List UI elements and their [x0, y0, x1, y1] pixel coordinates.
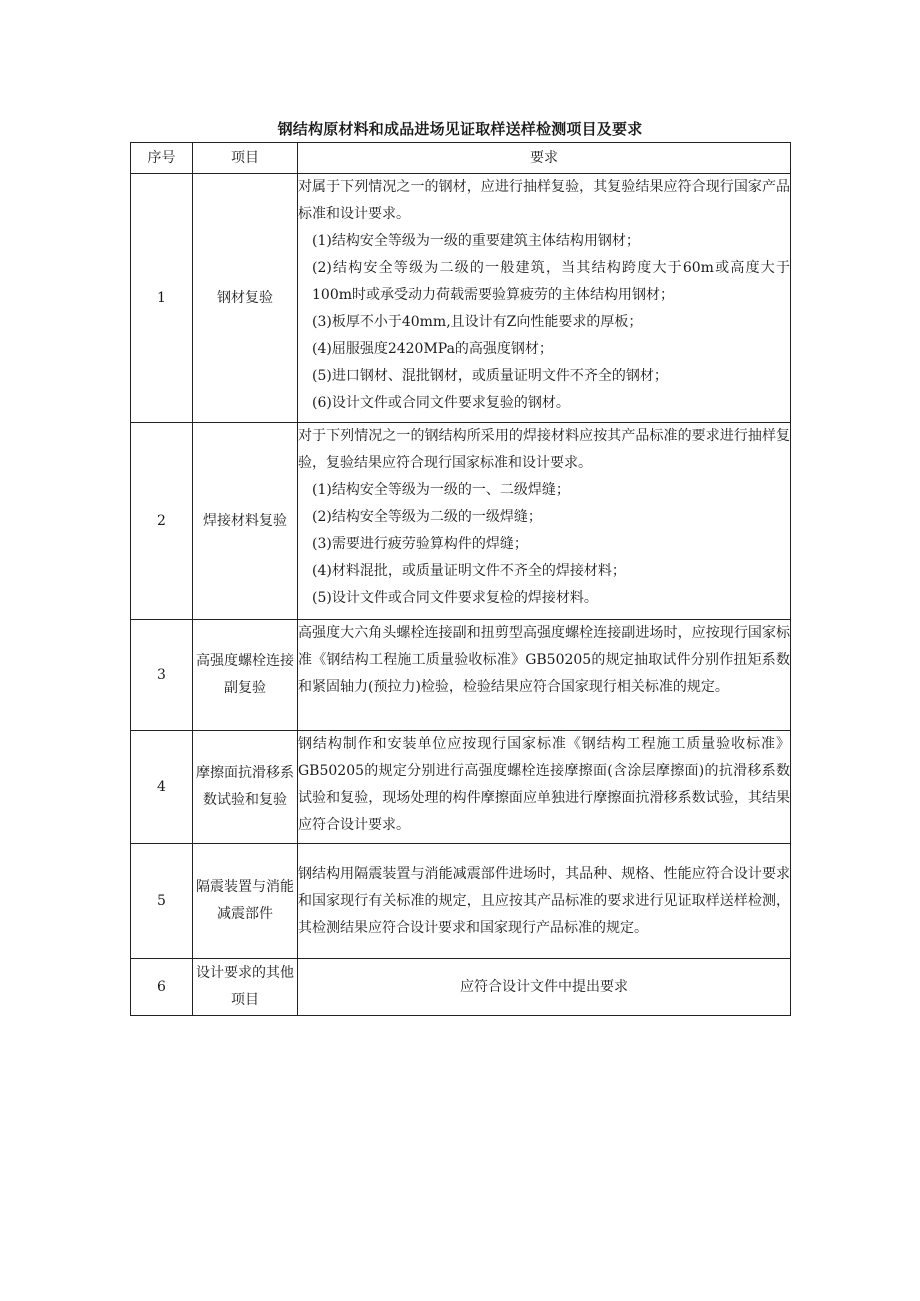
- requirement-point: (4)屈服强度2420MPa的高强度钢材；: [312, 341, 553, 357]
- row-item: 设计要求的其他项目: [193, 959, 298, 1016]
- row-number: 2: [131, 423, 193, 620]
- row-requirement: [298, 620, 791, 731]
- row-requirement: [298, 844, 791, 959]
- row-item: 钢材复验: [193, 174, 298, 423]
- requirement-intro: 对于下列情况之一的钢结构所采用的焊接材料应按其产品标准的要求进行抽样复验，复验结果应符合现行国家标准和设计要求。: [298, 428, 790, 471]
- document-title: 钢结构原材料和成品进场见证取样送样检测项目及要求: [277, 120, 643, 138]
- row-requirement: 应符合设计文件中提出要求: [298, 959, 791, 1016]
- table-row: [131, 731, 791, 844]
- table-row: [131, 844, 791, 959]
- row-item: 焊接材料复验: [193, 423, 298, 620]
- table-row: [131, 620, 791, 731]
- requirement-point: (6)设计文件或合同文件要求复验的钢材。: [312, 395, 570, 411]
- row-requirement: [298, 731, 791, 844]
- row-number: 1: [131, 174, 193, 423]
- requirement-point: (5)进口钢材、混批钢材，或质量证明文件不齐全的钢材；: [312, 368, 668, 384]
- requirement-point: (2)结构安全等级为二级的一级焊缝；: [312, 509, 542, 525]
- header-requirement: 要求: [298, 143, 791, 174]
- row-requirement: [298, 423, 791, 620]
- inspection-requirements-table: [130, 142, 791, 1016]
- table-row: [131, 174, 791, 423]
- requirement-point: (3)板厚不小于40mm,且设计有Z向性能要求的厚板；: [312, 314, 643, 330]
- row-number: 6: [131, 959, 193, 1016]
- row-number: 3: [131, 620, 193, 731]
- requirement-point: (1)结构安全等级为一级的一、二级焊缝；: [312, 482, 570, 498]
- row-item: 隔震装置与消能减震部件: [193, 844, 298, 959]
- table-header-row: [131, 143, 791, 174]
- row-item: 高强度螺栓连接副复验: [193, 620, 298, 731]
- requirement-point: (2)结构安全等级为二级的一般建筑，当其结构跨度大于60m或高度大于100m时或承受动力荷载需要验算疲劳的主体结构用钢材；: [312, 260, 790, 303]
- requirement-point: (3)需要进行疲劳验算构件的焊缝；: [312, 536, 528, 552]
- row-requirement: [298, 174, 791, 423]
- row-number: 5: [131, 844, 193, 959]
- row-number: 4: [131, 731, 193, 844]
- requirement-point: (4)材料混批，或质量证明文件不齐全的焊接材料；: [312, 563, 626, 579]
- header-no: 序号: [131, 143, 193, 174]
- requirement-point: (5)设计文件或合同文件要求复检的焊接材料。: [312, 590, 598, 606]
- row-item: 摩擦面抗滑移系数试验和复验: [193, 731, 298, 844]
- requirement-point: (1)结构安全等级为一级的重要建筑主体结构用钢材；: [312, 233, 640, 249]
- table-row: [131, 423, 791, 620]
- requirement-text: 钢结构用隔震装置与消能减震部件进场时，其品种、规格、性能应符合设计要求和国家现行有关标准的规定，且应按其产品标准的要求进行见证取样送样检测，其检测结果应符合设计要求和国家现行产品标准的规定。: [298, 865, 790, 936]
- requirement-intro: 对属于下列情况之一的钢材，应进行抽样复验，其复验结果应符合现行国家产品标准和设计要求。: [298, 179, 790, 222]
- requirement-text: 钢结构制作和安装单位应按现行国家标准《钢结构工程施工质量验收标准》GB50205的规定分别进行高强度螺栓连接摩擦面(含涂层摩擦面)的抗滑移系数试验和复验，现场处理的构件摩擦面应单独进行摩擦面抗滑移系数试验，其结果应符合设计要求。: [298, 736, 790, 833]
- table-row: [131, 959, 791, 1016]
- requirement-text: 高强度大六角头螺栓连接副和扭剪型高强度螺栓连接副进场时，应按现行国家标准《钢结构工程施工质量验收标准》GB50205的规定抽取试件分别作扭矩系数和紧固轴力(预拉力)检验，检验结果应符合国家现行相关标准的规定。: [298, 625, 790, 695]
- header-item: 项目: [193, 143, 298, 174]
